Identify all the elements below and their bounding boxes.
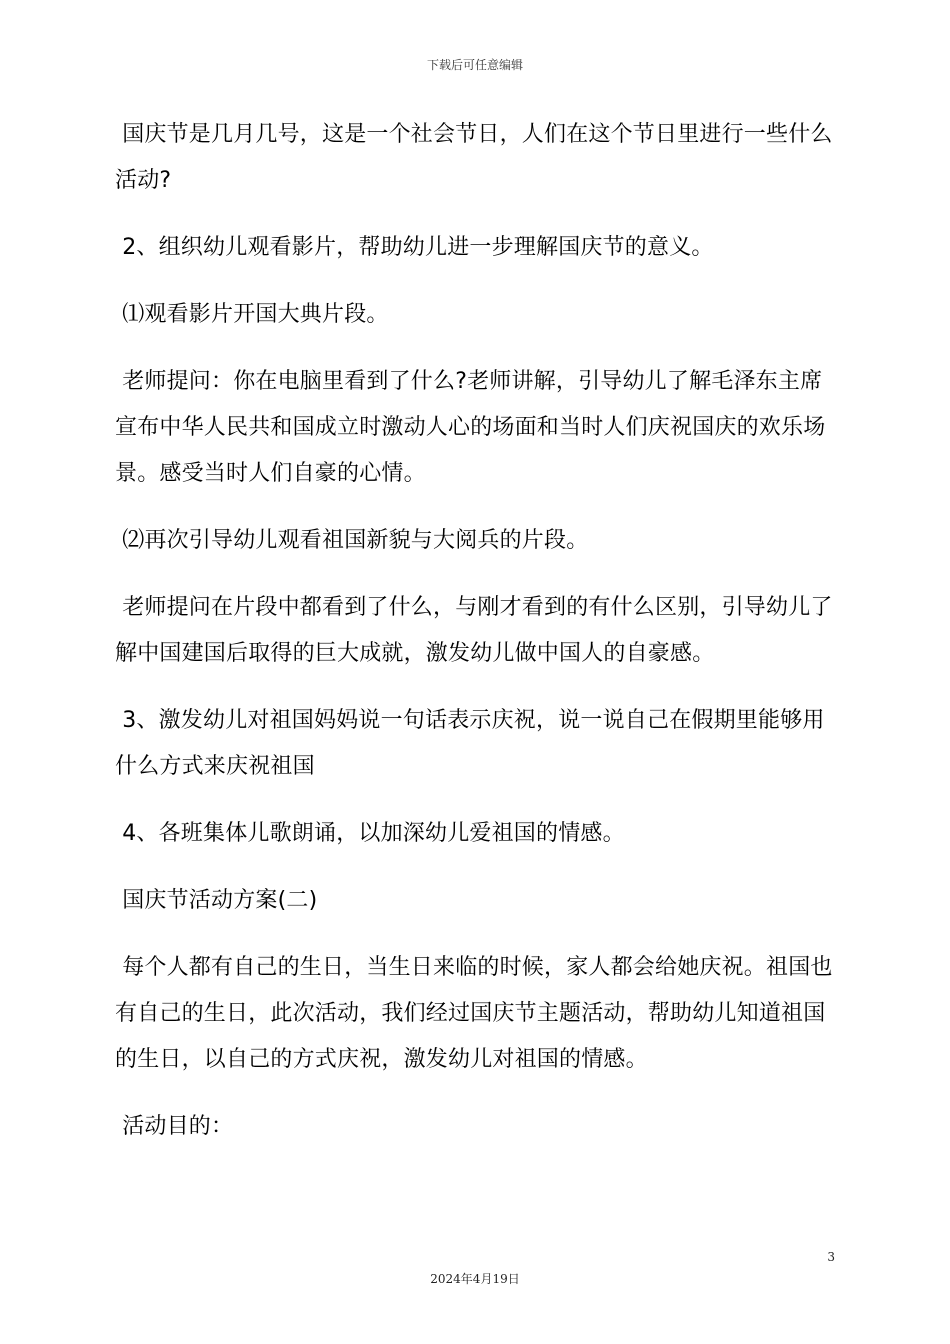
paragraph-intro: 每个人都有自己的生日，当生日来临的时候，家人都会给她庆祝。祖国也有自己的生日，此次活动，我们经过国庆节主题活动，帮助幼儿知道祖国的生日，以自己的方式庆祝，激发幼儿对祖国的情感。 bbox=[115, 955, 833, 1072]
paragraph-question: 国庆节是几月几号，这是一个社会节日，人们在这个节日里进行一些什么活动? bbox=[115, 122, 833, 193]
paragraph-goal-heading: 活动目的： bbox=[115, 1114, 234, 1139]
footer-date: 2024年4月19日 bbox=[430, 1272, 520, 1286]
page-header: 下载后可任意编辑 bbox=[426, 58, 523, 72]
paragraph-step-2-1: ⑴观看影片开国大典片段。 bbox=[115, 302, 389, 327]
paragraph-teacher-question-2: 老师提问在片段中都看到了什么，与刚才看到的有什么区别，引导幼儿了解中国建国后取得的巨大成就，激发幼儿做中国人的自豪感。 bbox=[115, 595, 833, 666]
paragraph-step-2-2: ⑵再次引导幼儿观看祖国新貌与大阅兵的片段。 bbox=[115, 528, 589, 553]
paragraph-step-3: 3、激发幼儿对祖国妈妈说一句话表示庆祝，说一说自己在假期里能够用什么方式来庆祝祖国 bbox=[115, 708, 825, 779]
document-body bbox=[115, 112, 840, 1171]
paragraph-step-4: 4、各班集体儿歌朗诵，以加深幼儿爱祖国的情感。 bbox=[115, 821, 625, 846]
paragraph-teacher-question-1: 老师提问：你在电脑里看到了什么?老师讲解，引导幼儿了解毛泽东主席宣布中华人民共和国成立时激动人心的场面和当时人们庆祝国庆的欢乐场景。感受当时人们自豪的心情。 bbox=[115, 369, 826, 486]
paragraph-step-2: 2、组织幼儿观看影片，帮助幼儿进一步理解国庆节的意义。 bbox=[115, 235, 714, 260]
section-title: 国庆节活动方案(二) bbox=[115, 888, 318, 913]
page-number: 3 bbox=[827, 1250, 835, 1264]
